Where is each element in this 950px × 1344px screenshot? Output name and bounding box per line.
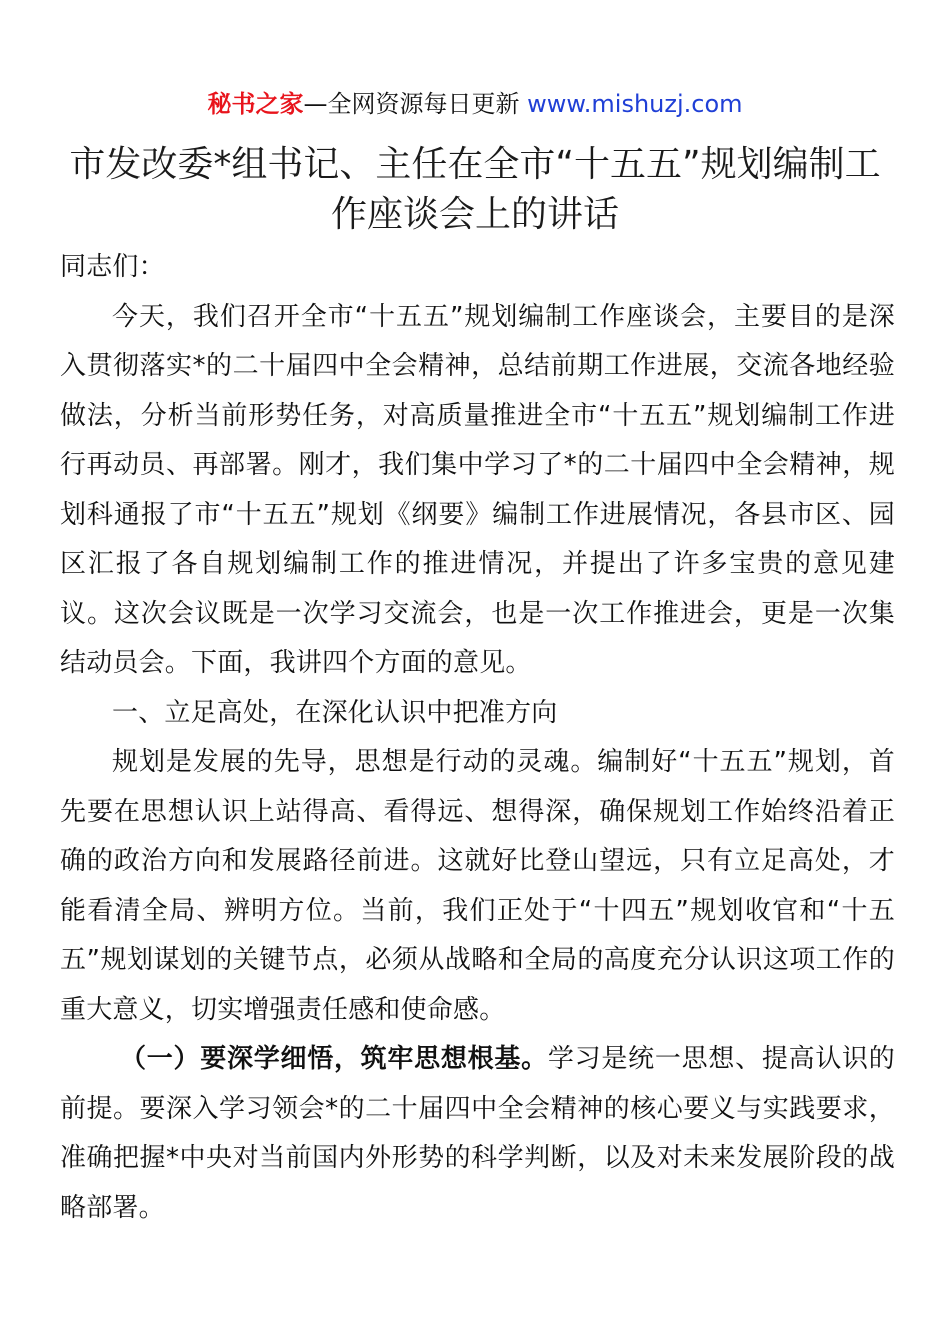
header-slogan: —全网资源每日更新: [303, 90, 528, 118]
subsection-1-text: 学习是统一思想、提高认识的前提。要深入学习领会*的二十届四中全会精神的核心要义与实践要求，准确把握*中央对当前国内外形势的科学判断，以及对未来发展阶段的战略部署。: [60, 1044, 895, 1223]
paragraph-section-1: 规划是发展的先导，思想是行动的灵魂。编制好“十五五”规划，首先要在思想认识上站得高、看得远、想得深，确保规划工作始终沿着正确的政治方向和发展路径前进。这就好比登山望远，只有立足高处，才能看清全局、辨明方位。当前，我们正处于“十四五”规划收官和“十五五”规划谋划的关键节点，必须从战略和全局的高度充分认识这项工作的重大意义，切实增强责任感和使命感。: [60, 747, 895, 1025]
subsection-1: [60, 1035, 895, 1233]
subsection-1-lead: （一）要深学细悟，筑牢思想根基。: [120, 1044, 548, 1074]
site-header: [0, 86, 950, 122]
document-title: 市发改委*组书记、主任在全市“十五五”规划编制工作座谈会上的讲话: [69, 144, 881, 235]
site-url-link[interactable]: www.mishuzj.com: [527, 90, 743, 118]
salutation: 同志们：: [60, 252, 165, 282]
section-heading-1: 一、立足高处，在深化认识中把准方向: [112, 697, 558, 728]
document-body: [60, 243, 895, 1233]
brand-name: 秘书之家: [207, 90, 304, 118]
paragraph-intro: 今天，我们召开全市“十五五”规划编制工作座谈会，主要目的是深入贯彻落实*的二十届四中全会精神，总结前期工作进展，交流各地经验做法，分析当前形势任务，对高质量推进全市“十五五”规划编制工作进行再动员、再部署。刚才，我们集中学习了*的二十届四中全会精神，规划科通报了市“十五五”规划《纲要》编制工作进展情况，各县市区、园区汇报了各自规划编制工作的推进情况，并提出了许多宝贵的意见建议。这次会议既是一次学习交流会，也是一次工作推进会，更是一次集结动员会。下面，我讲四个方面的意见。: [60, 301, 895, 678]
